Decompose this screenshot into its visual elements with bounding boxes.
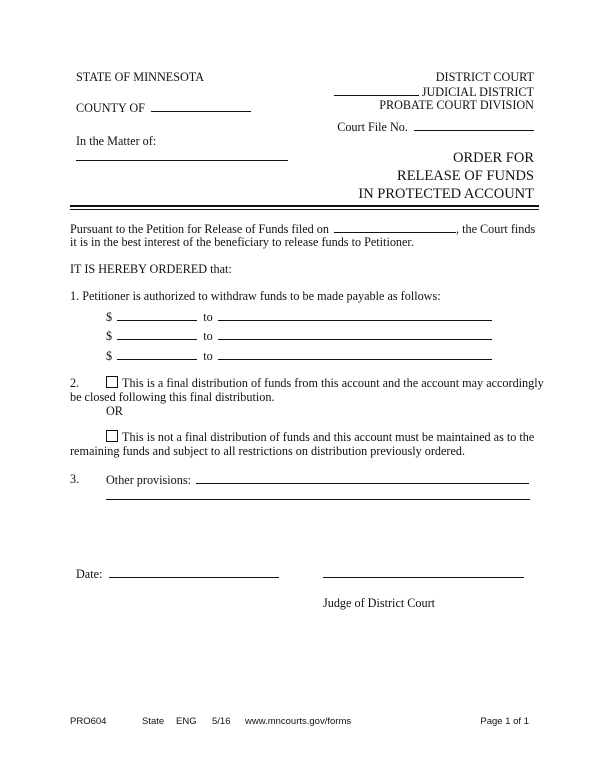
not-final-distribution-checkbox[interactable] <box>106 430 118 442</box>
item-2-number: 2. <box>70 376 80 390</box>
date-label: Date: <box>76 567 103 581</box>
judge-signature-blank[interactable] <box>323 577 524 578</box>
footer-language: ENG <box>176 716 197 727</box>
to-label: to <box>203 329 213 343</box>
title-line-3: IN PROTECTED ACCOUNT <box>358 186 534 202</box>
option-b-cont: remaining funds and subject to all restrictions on distribution previously ordered. <box>70 444 465 458</box>
payee-blank[interactable] <box>218 309 492 321</box>
or-label: OR <box>106 404 123 418</box>
intro-text-2: , the Court finds <box>456 222 536 236</box>
payee-blank[interactable] <box>218 348 492 360</box>
amount-blank[interactable] <box>117 348 197 360</box>
file-no-label: Court File No. <box>337 120 408 134</box>
to-label: to <box>203 310 213 324</box>
footer-revision: 5/16 <box>212 716 231 727</box>
item-3-number: 3. <box>70 472 80 486</box>
judge-label: Judge of District Court <box>323 596 436 610</box>
payment-row <box>106 328 492 343</box>
state-name: STATE OF MINNESOTA <box>76 70 205 84</box>
footer-url[interactable]: www.mncourts.gov/forms <box>245 716 352 727</box>
other-provisions-blank[interactable] <box>196 472 529 484</box>
intro-line-1 <box>70 221 535 236</box>
other-provisions-line <box>106 472 529 487</box>
ordered-heading: IT IS HEREBY ORDERED that: <box>70 262 232 276</box>
payee-blank[interactable] <box>218 328 492 340</box>
other-provisions-label: Other provisions: <box>106 473 191 487</box>
footer-page-number: Page 1 of 1 <box>480 716 529 727</box>
intro-line-2: it is in the best interest of the beneficiary to release funds to Petitioner. <box>70 235 414 249</box>
division-name: PROBATE COURT DIVISION <box>379 98 534 112</box>
final-distribution-checkbox[interactable] <box>106 376 118 388</box>
judicial-district-field <box>334 84 534 99</box>
payment-row <box>106 309 492 324</box>
title-line-1: ORDER FOR <box>453 150 534 166</box>
district-label: JUDICIAL DISTRICT <box>421 85 534 99</box>
matter-label: In the Matter of: <box>76 134 157 148</box>
title-rule-thin <box>70 209 539 210</box>
option-a-cont: be closed following this final distribution. <box>70 390 275 404</box>
amount-blank[interactable] <box>117 309 197 321</box>
dollar-sign: $ <box>106 310 113 324</box>
court-name: DISTRICT COURT <box>435 70 534 84</box>
amount-blank[interactable] <box>117 328 197 340</box>
option-b-text: This is not a final distribution of funds and this account must be maintained as to the <box>122 430 535 444</box>
payment-row <box>106 348 492 363</box>
title-rule-thick <box>70 205 539 207</box>
to-label: to <box>203 349 213 363</box>
county-label: COUNTY OF <box>76 101 145 115</box>
court-file-field <box>337 119 534 134</box>
matter-name-blank[interactable] <box>76 160 288 161</box>
other-provisions-blank-2[interactable] <box>106 499 530 500</box>
option-b-line <box>106 430 534 444</box>
footer-form-number: PRO604 <box>70 716 107 727</box>
date-blank[interactable] <box>109 566 279 578</box>
title-line-2: RELEASE OF FUNDS <box>397 168 534 184</box>
district-blank[interactable] <box>334 84 419 96</box>
file-no-blank[interactable] <box>414 119 534 131</box>
dollar-sign: $ <box>106 349 113 363</box>
item-1-text: 1. Petitioner is authorized to withdraw funds to be made payable as follows: <box>70 289 441 303</box>
option-a-line <box>106 376 544 390</box>
footer-state: State <box>142 716 165 727</box>
petition-date-blank[interactable] <box>334 221 456 233</box>
date-field <box>76 566 279 581</box>
dollar-sign: $ <box>106 329 113 343</box>
intro-text-1: Pursuant to the Petition for Release of Funds filed on <box>70 222 329 236</box>
county-blank[interactable] <box>151 100 251 112</box>
option-a-text: This is a final distribution of funds from this account and the account may accordingly <box>122 376 544 390</box>
county-field <box>76 100 251 115</box>
